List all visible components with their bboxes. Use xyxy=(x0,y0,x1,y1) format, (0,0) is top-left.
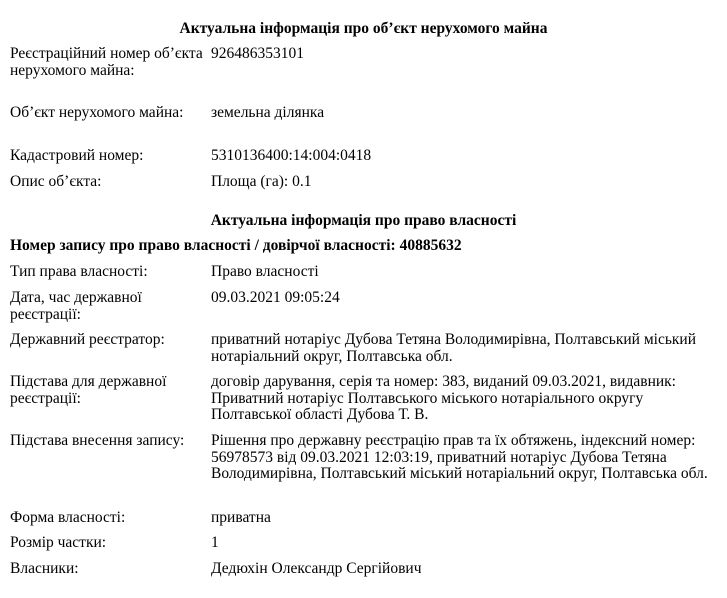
row-registrar xyxy=(10,332,719,365)
row-value: Рішення про державну реєстрацію прав та їх обтяжень, індексний номер: 56978573 від 09.03.2021 12:03:19, приватний нотаріус Дубова Тетяна Володимирівна, Полтавський міський нотаріальний округ, Полтавська обл. xyxy=(211,432,708,482)
row-value: договір дарування, серія та номер: 383, виданий 09.03.2021, видавник: Приватний нотаріус Полтавського міського нотаріального округу Полтавської області Дубова Т. В. xyxy=(211,373,676,423)
row-object-description xyxy=(10,174,719,191)
row-ownership-form xyxy=(10,510,719,527)
row-value: Дедюхін Олександр Сергійович xyxy=(211,560,422,577)
row-entry-basis xyxy=(10,433,719,483)
row-value: Право власності xyxy=(211,263,319,280)
row-label: Розмір частки: xyxy=(10,534,107,551)
row-value: 5310136400:14:004:0418 xyxy=(211,147,372,164)
row-label: Форма власності: xyxy=(10,509,126,526)
row-owners xyxy=(10,561,719,578)
row-label: Підстава внесення запису: xyxy=(10,432,185,449)
row-value: приватна xyxy=(211,509,271,526)
row-label: Об’єкт нерухомого майна: xyxy=(10,104,184,121)
row-value: приватний нотаріус Дубова Тетяна Володимирівна, Полтавський міський нотаріальний округ, Полтавська обл. xyxy=(211,331,697,365)
row-label: Власники: xyxy=(10,560,79,577)
row-label: Підстава для державної реєстрації: xyxy=(10,373,167,407)
row-label: Державний реєстратор: xyxy=(10,331,165,348)
row-ownership-type xyxy=(10,264,719,281)
row-label: Реєстраційний номер об’єкта нерухомого майна: xyxy=(10,45,203,79)
row-label: Тип права власності: xyxy=(10,263,148,280)
row-registration-number xyxy=(10,46,719,79)
row-label: Кадастровий номер: xyxy=(10,147,144,164)
row-value: 926486353101 xyxy=(211,45,304,62)
row-value: 1 xyxy=(211,534,219,551)
row-registration-date xyxy=(10,290,719,323)
row-share-size xyxy=(10,535,719,552)
row-value: Площа (га): 0.1 xyxy=(211,173,312,190)
row-value: 09.03.2021 09:05:24 xyxy=(211,289,340,306)
row-label: Дата, час державної реєстрації: xyxy=(10,289,142,323)
ownership-section-title: Актуальна інформація про право власності xyxy=(210,212,517,229)
row-object-type xyxy=(10,105,719,122)
row-value: земельна ділянка xyxy=(211,104,325,121)
row-cadastral-number xyxy=(10,148,719,165)
row-registration-basis xyxy=(10,374,719,424)
object-section-title: Актуальна інформація про об’єкт нерухомого майна xyxy=(179,20,548,37)
record-number-heading: Номер запису про право власності / довірчої власності: 40885632 xyxy=(10,237,462,254)
row-label: Опис об’єкта: xyxy=(10,173,102,190)
